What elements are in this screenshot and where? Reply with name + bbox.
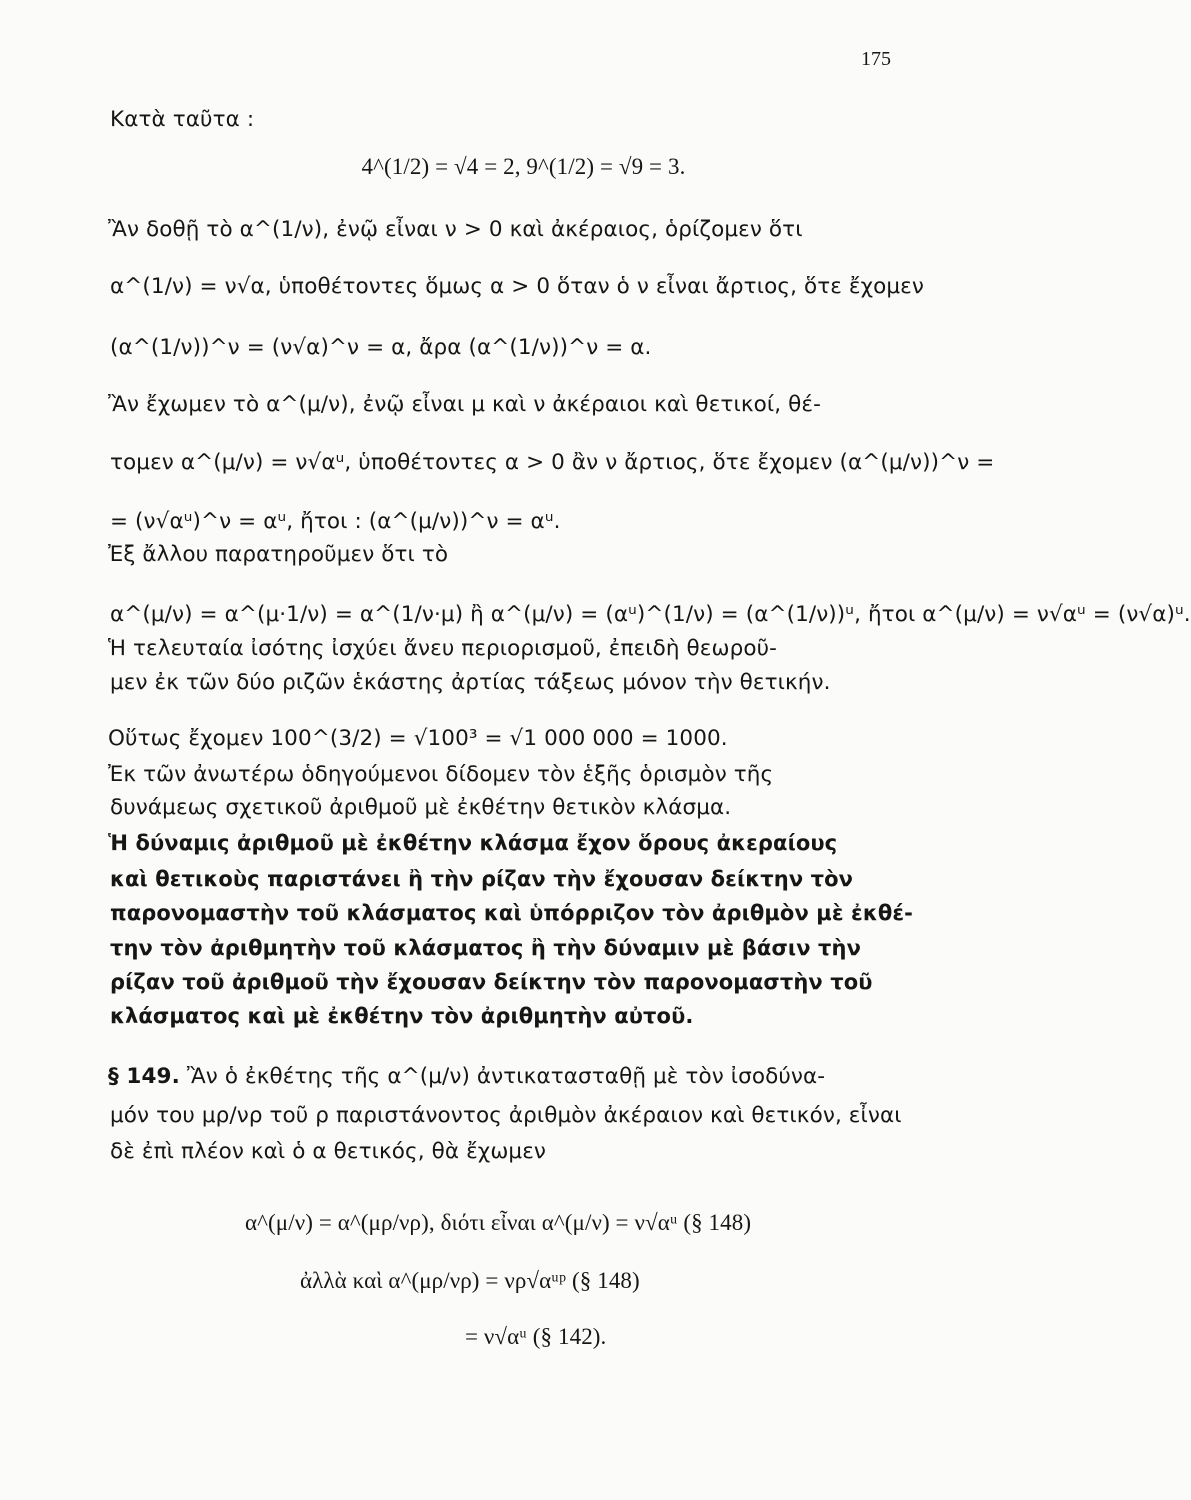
section-label: § 149. [108, 1064, 180, 1089]
definition-line: κλάσματος καὶ μὲ ἐκθέτην τὸν ἀριθμητὴν αὐτοῦ. [110, 1004, 694, 1028]
text-line: Ἡ τελευταία ἰσότης ἰσχύει ἄνευ περιορισμοῦ, ἐπειδὴ θεωροῦ- [108, 636, 777, 661]
equation-line: α^(μ/ν) = α^(μ·1/ν) = α^(1/ν·μ) ἢ α^(μ/ν) = (αᵘ)^(1/ν) = (α^(1/ν))ᵘ, ἤτοι α^(μ/ν) = ν√αᵘ = (ν√α)ᵘ. [110, 602, 1191, 627]
equation-line: α^(μ/ν) = α^(μρ/νρ), διότι εἶναι α^(μ/ν) = ν√αᵘ (§ 148) [245, 1210, 752, 1235]
text-line: (α^(1/ν))^ν = (ν√α)^ν = α, ἄρα (α^(1/ν))^ν = α. [110, 335, 652, 360]
text-line: Οὕτως ἔχομεν 100^(3/2) = √100³ = √1 000 000 = 1000. [108, 726, 728, 751]
definition-line: καὶ θετικοὺς παριστάνει ἢ τὴν ρίζαν τὴν ἔχουσαν δείκτην τὸν [110, 867, 854, 891]
text-line: Ἐξ ἄλλου παρατηροῦμεν ὅτι τὸ [108, 542, 449, 567]
text-line: Κατὰ ταῦτα : [110, 107, 255, 132]
equation-line: ἀλλὰ καὶ α^(μρ/νρ) = νρ√αᵘᵖ (§ 148) [300, 1268, 640, 1293]
text-line: Ἂν ἔχωμεν τὸ α^(μ/ν), ἐνῷ εἶναι μ καὶ ν ἀκέραιοι καὶ θετικοί, θέ- [108, 392, 821, 417]
definition-line: παρονομαστὴν τοῦ κλάσματος καὶ ὑπόρριζον τὸν ἀριθμὸν μὲ ἐκθέ- [110, 901, 913, 925]
section-line [108, 1062, 825, 1092]
text-line: = (ν√αᵘ)^ν = αᵘ, ἤτοι : (α^(μ/ν))^ν = αᵘ. [110, 509, 561, 534]
definition-line: ρίζαν τοῦ ἀριθμοῦ τὴν ἔχουσαν δείκτην τὸν παρονομαστὴν τοῦ [110, 970, 873, 994]
definition-line: την τὸν ἀριθμητὴν τοῦ κλάσματος ἢ τὴν δύναμιν μὲ βάσιν τὴν [110, 936, 861, 960]
definition-line: Ἡ δύναμις ἀριθμοῦ μὲ ἐκθέτην κλάσμα ἔχον ὅρους ἀκεραίους [108, 831, 838, 855]
text-line: τομεν α^(μ/ν) = ν√αᵘ, ὑποθέτοντες α > 0 ἂν ν ἄρτιος, ὅτε ἔχομεν (α^(μ/ν))^ν = [110, 450, 995, 475]
text-line: Ἐκ τῶν ἀνωτέρω ὁδηγούμενοι δίδομεν τὸν ἑξῆς ὁρισμὸν τῆς [108, 762, 774, 787]
text-line: μεν ἐκ τῶν δύο ριζῶν ἑκάστης ἀρτίας τάξεως μόνον τὴν θετικήν. [110, 670, 831, 695]
text-line: α^(1/ν) = ν√α, ὑποθέτοντες ὅμως α > 0 ὅταν ὁ ν εἶναι ἄρτιος, ὅτε ἔχομεν [110, 274, 925, 299]
text-line: δυνάμεως σχετικοῦ ἀριθμοῦ μὲ ἐκθέτην θετικὸν κλάσμα. [110, 795, 732, 820]
equation-line: 4^(1/2) = √4 = 2, 9^(1/2) = √9 = 3. [361, 154, 686, 179]
text-line: Ἂν δοθῇ τὸ α^(1/ν), ἐνῷ εἶναι ν > 0 καὶ ἀκέραιος, ὁρίζομεν ὅτι [108, 217, 803, 242]
equation-line: = ν√αᵘ (§ 142). [465, 1324, 607, 1349]
text-line: δὲ ἐπὶ πλέον καὶ ὁ α θετικός, θὰ ἔχωμεν [110, 1139, 547, 1164]
page-number: 175 [861, 48, 891, 70]
text-line: μόν του μρ/νρ τοῦ ρ παριστάνοντος ἀριθμὸν ἀκέραιον καὶ θετικόν, εἶναι [110, 1103, 902, 1128]
section-text: Ἂν ὁ ἐκθέτης τῆς α^(μ/ν) ἀντικατασταθῇ μὲ τὸν ἰσοδύνα- [186, 1064, 826, 1089]
